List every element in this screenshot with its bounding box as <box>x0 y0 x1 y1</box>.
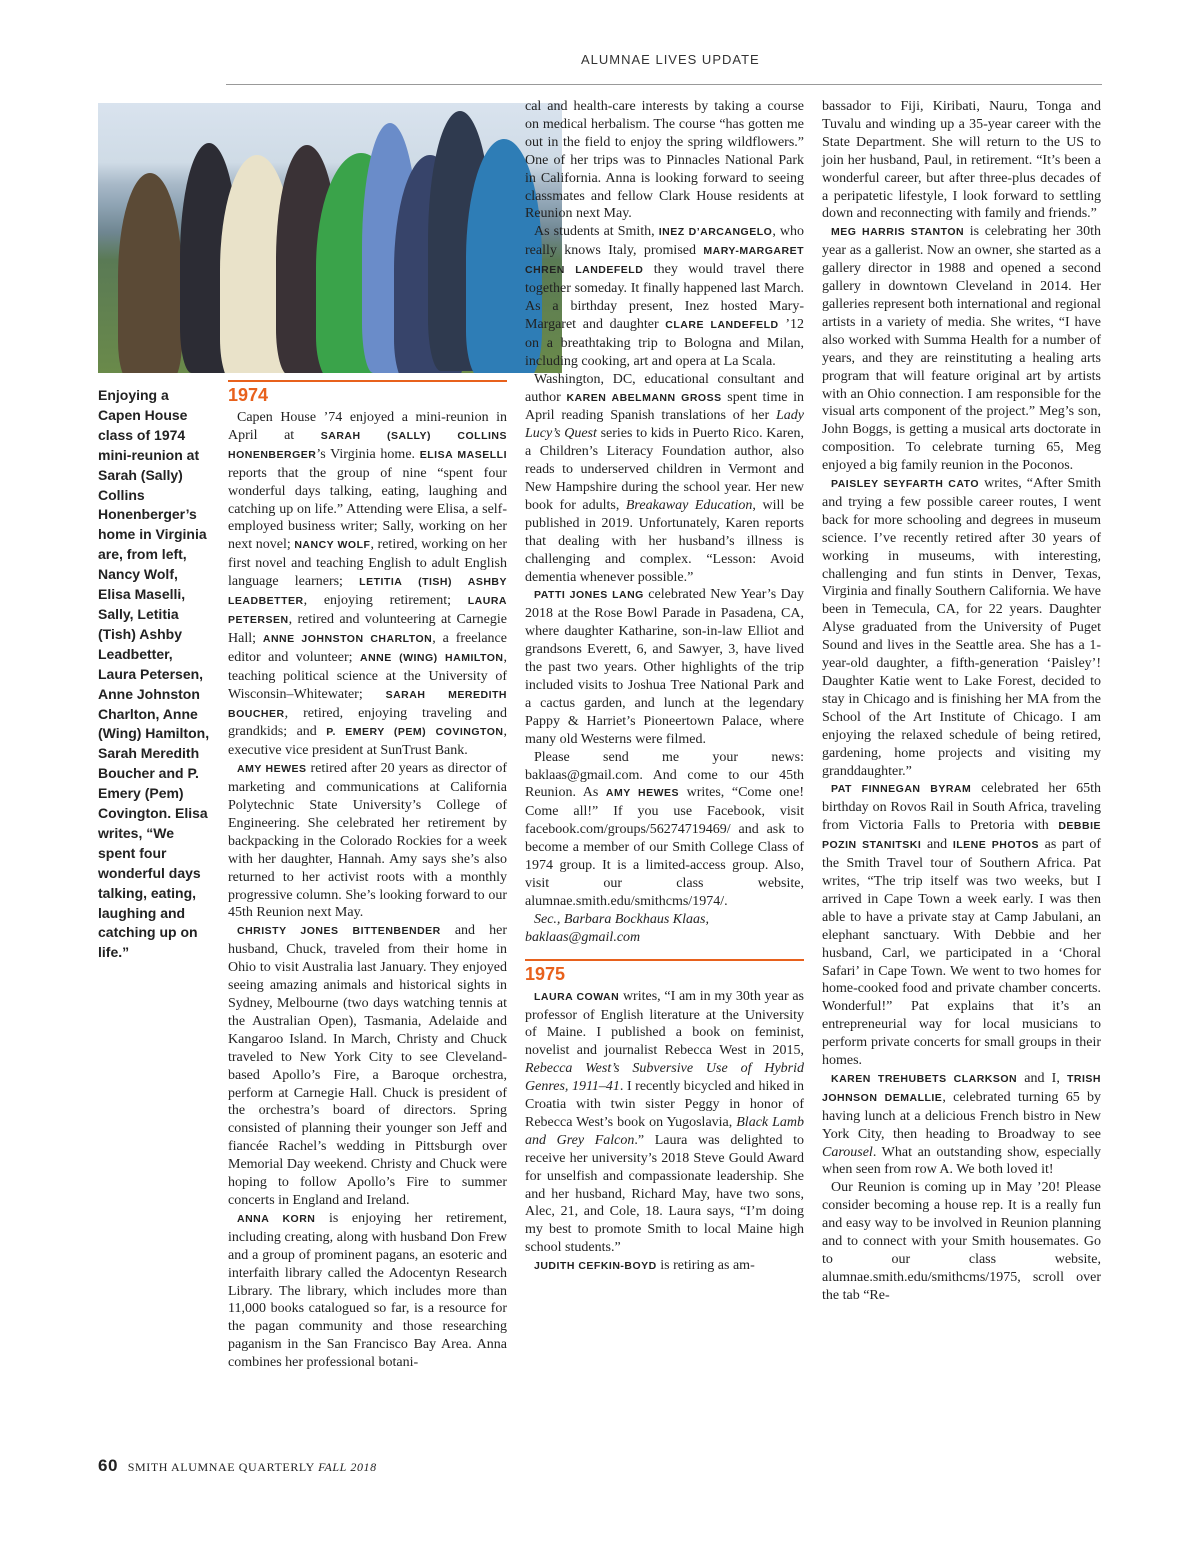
title-text: Carousel <box>822 1144 873 1160</box>
alumna-name: INEZ D’ARCANGELO <box>658 226 773 239</box>
body-text: cal and health-care interests by taking a course on medical herbalism. The course “has gotten me out in the field to enjoy the spring wildflowers.” One of her trips was to Pinnacles National Park in California. Anna is looking forward to seeing classmates and fellow Clark House residents at Reunion next May. <box>525 99 804 222</box>
alumna-name: SARAH (SALLY) COLLINS HONENBERGER <box>228 429 508 461</box>
body-text: , enjoying retirement; <box>303 593 468 609</box>
body-text: writes, “I am in my 30th year as professor of English literature at the University of Maine. I published a book on feminist, novelist and journalist Rebecca West in 2015, <box>525 988 804 1059</box>
photo-caption: Enjoying a Capen House class of 1974 mini-reunion at Sarah (Sally) Collins Honenberger’s home in Virginia are, from left, Nancy Wolf, Elisa Maselli, Sally, Letitia (Tish) Ashby Leadbetter, Laura Petersen, Anne Johnston Charlton, Anne (Wing) Hamilton, Sarah Meredith Boucher and P. Emery (Pem) Covington. Elisa writes, “We spent four wonderful days talking, eating, laughing and catching up on life.” <box>98 387 210 961</box>
body-text: Capen House ’74 enjoyed a mini-reunion in April at <box>228 410 507 443</box>
class-secretary-email: baklaas@gmail.com <box>525 929 641 945</box>
news-item <box>822 1070 1101 1179</box>
alumna-name: AMY HEWES <box>605 787 680 800</box>
news-item <box>822 1179 1101 1304</box>
page-footer <box>98 1456 377 1476</box>
body-text: , who really knows Italy, promised <box>525 224 804 259</box>
body-text: retired after 20 years as director of marketing and communications at California Polytechnic State University’s College of Engineering. She celebrated her retirement by backpacking in the Colorado Rockies for a week with her daughter, Hannah. Amy says she’s also returned to her activist roots with a monthly progressive column. She’s looking forward to our 45th Reunion next May. <box>228 761 507 921</box>
publication-name: SMITH ALUMNAE QUARTERLY <box>127 1460 315 1474</box>
alumna-name: KAREN TREHUBETS CLARKSON <box>831 1072 1018 1085</box>
news-item <box>525 223 804 370</box>
title-text: Breakaway Education <box>625 497 753 513</box>
body-text: , retired and volunteering at Carnegie Hall; <box>228 611 507 646</box>
title-text: Lady Lucy’s Quest <box>525 408 804 442</box>
alumna-name: PATTI JONES LANG <box>534 589 644 602</box>
alumna-name: SARAH MEREDITH BOUCHER <box>228 688 507 720</box>
alumna-name: ILENE PHOTOS <box>952 839 1039 852</box>
body-text: , retired, working on her first novel and teaching English to adult English language learners; <box>228 537 507 590</box>
news-item <box>525 749 804 911</box>
body-text: , retired, enjoying traveling and grandkids; and <box>228 705 507 740</box>
section-header <box>226 44 1102 85</box>
title-text: Rebecca West’s Subversive Use of Hybrid Genres, 1911–41 <box>525 1061 804 1095</box>
news-item <box>525 98 804 223</box>
body-text: .” Laura was delighted to receive her university’s 2018 Steve Gould Award for unselfish and compassionate leadership. She and her husband, Richard May, have two sons, Alec, 21, and Cole, 18. Laura says, “I’m doing my best to promote Smith to local Maine high school students.” <box>525 1132 804 1256</box>
alumna-name: P. EMERY (PEM) COVINGTON <box>326 726 504 739</box>
alumna-name: ELISA MASELLI <box>419 448 507 461</box>
body-text: Please send me your news: baklaas@gmail.com. And come to our 45th Reunion. As <box>525 749 804 801</box>
body-text: and <box>921 837 953 853</box>
class-year-1974: 1974 <box>228 380 507 405</box>
alumna-name: ANNE JOHNSTON CHARLTON <box>262 632 433 645</box>
body-text: is enjoying her retirement, including creating, along with husband Don Frew and a group of prominent pagans, an esoteric and interfaith library called the Adocentyn Research Library. The library, which includes more than 11,000 books catalogued so far, is a resource for the pagan community and those researching paganism in the San Francisco Bay Area. Anna combines her professional botani- <box>228 1210 507 1371</box>
body-text: . What an outstanding show, especially when seen from row A. We both loved it! <box>822 1144 1101 1178</box>
news-item <box>228 409 507 760</box>
body-text: series to kids in Puerto Rico. Karen, a Children’s Literacy Foundation author, also reads to underserved children in Vermont and New Hampshire during the school year. Her new book for adults, <box>525 426 804 513</box>
body-text: is celebrating her 30th year as a gallerist. Now an owner, she started as a gallery director in 1988 and opened a second gallery in downtown Cleveland in 2014. Her galleries represent both international and regional artists in a variety of media. She writes, “I have also worked with Summa Health for a number of years, and they are reinstituting a healing arts program that will feature original art by artists with an Ohio connection. I am responsible for the visual arts component of the project.” Meg’s son, John Boggs, is getting a musical arts doctorate in composition. To celebrate turning 65, Meg enjoyed a big family reunion in the Poconos. <box>822 224 1101 474</box>
body-text: celebrated her 65th birthday on Rovos Rail in South Africa, traveling from Victoria Falls to Pretoria with <box>822 781 1102 834</box>
news-item <box>228 1210 507 1372</box>
body-text: ’12 on a breathtaking trip to Bologna and Milan, including cooking, art and opera at La Scala. <box>525 316 804 369</box>
alumna-name: CHRISTY JONES BITTENBENDER <box>237 925 441 938</box>
body-text: and her husband, Chuck, traveled from their home in Ohio to visit Australia last January. They enjoyed seeing amazing animals and historical sights in Sydney, Melbourne (two days watching tennis at the Australian Open), Tasmania, Adelaide and Kangaroo Island. In March, Christy and Chuck traveled to New York City to see Cleveland-based Apollo’s Fire, a Baroque orchestra, perform at Carnegie Hall. Chuck is president of the orchestra’s board of directors. Spring consisted of planning their younger son Jeff and fiancée Rachel’s wedding in Pittsburgh over Memorial Day weekend. Christy and Chuck were hoping to follow Apollo’s Fire to summer concerts in England and Ireland. <box>228 923 507 1208</box>
alumna-name: ANNA KORN <box>237 1212 316 1225</box>
column-1 <box>228 380 507 1372</box>
news-item <box>525 1257 804 1276</box>
class-secretary-name: Sec., Barbara Bockhaus Klaas, <box>534 911 709 927</box>
body-text: , will be published in 2019. Unfortunately, Karen reports that dealing with her husband’s illness is challenging and complex. “Lesson: Avoid dementia whenever possible.” <box>525 497 804 585</box>
alumna-name: LAURA COWAN <box>534 990 620 1003</box>
news-item <box>228 922 507 1210</box>
news-item <box>228 760 507 922</box>
body-text: As students at Smith, <box>534 224 659 240</box>
alumna-name: PAT FINNEGAN BYRAM <box>831 783 972 796</box>
body-text: ’s Virginia home. <box>316 446 420 462</box>
alumna-name: CLARE LANDEFELD <box>665 318 779 331</box>
body-text: Our Reunion is coming up in May ’20! Please consider becoming a house rep. It is a really fun and easy way to be involved in Reunion planning and to connect with your Smith housemates. Go to our class website, alumnae.smith.edu/smithcms/1975, scroll over the tab “Re- <box>822 1180 1101 1303</box>
alumna-name: ANNE (WING) HAMILTON <box>359 651 504 664</box>
body-text: Washington, DC, educational consultant and author <box>525 371 804 405</box>
alumna-name: JUDITH CEFKIN-BOYD <box>534 1260 657 1273</box>
page-number: 60 <box>98 1456 119 1475</box>
alumna-name: MARY-MARGARET CHREN LANDEFELD <box>525 245 804 277</box>
news-item <box>822 475 1101 780</box>
alumna-name: NANCY WOLF <box>294 539 371 552</box>
section-title: ALUMNAE LIVES UPDATE <box>581 52 760 67</box>
issue-date: FALL 2018 <box>318 1460 377 1474</box>
alumna-name: LAURA PETERSEN <box>228 595 507 626</box>
alumna-name: TRISH JOHNSON DEMALLIE <box>822 1072 1101 1104</box>
body-text: , teaching political science at the University of Wisconsin–Whitewater; <box>228 649 507 702</box>
news-item <box>525 988 804 1258</box>
body-text: they would travel there together someday. It finally happened last March. As a birthday present, Inez hosted Mary-Margaret and daughter <box>525 262 804 332</box>
column-2 <box>525 98 804 1276</box>
alumna-name: MEG HARRIS STANTON <box>831 226 965 239</box>
body-text: , celebrated turning 65 by having lunch at a delicious French bistro in New York City, then heading to Broadway to see <box>822 1089 1102 1142</box>
body-text: . I recently bicycled and hiked in Croatia with twin sister Peggy in honor of Rebecca West’s book on Yugoslavia, <box>525 1079 804 1130</box>
alumna-name: DEBBIE POZIN STANITSKI <box>822 820 1101 852</box>
alumna-name: LETITIA (TISH) ASHBY LEADBETTER <box>228 576 507 608</box>
news-item <box>822 223 1101 475</box>
title-text: Black Lamb and Grey Falcon <box>525 1114 804 1148</box>
body-text: reports that the group of nine “spent four wonderful days talking, eating, laughing and catching up on life.” Attending were Elisa, a self-employed business writer; Sally, working on her next novel; <box>228 465 507 553</box>
body-text: writes, “Come one! Come all!” If you use Facebook, visit facebook.com/groups/56274719469/ and ask to become a member of our Smith College Class of 1974 group. It is a limited-access group. Also, visit our class website, alumnae.smith.edu/smithcms/1974/. <box>525 785 804 909</box>
body-text: bassador to Fiji, Kiribati, Nauru, Tonga and Tuvalu and winding up a 35-year career with the State Department. She will return to the US to join her husband, Paul, in retirement. “It’s been a wonderful career, but after three-plus decades of a peripatetic lifestyle, I look forward to settling down and reconnecting with family and friends.” <box>822 99 1101 222</box>
body-text: writes, “After Smith and trying a few possible career routes, I went back for more schooling and degrees in museum science. I’ve recently retired after 30 years of working in museums, with interesting, challenging and fun stints in Denver, Texas, Virginia and finally Southern California. We have been in Temecula, CA, for 22 years. Daughter Alyse graduated from the University of Puget Sound and lives in the Seattle area. She has a 1-year-old daughter, a fifth-generation ‘Paisley’! Daughter Katie went to Lake Forest, decided to stay in Chicago and is finishing her MA from the School of the Art Institute of Chicago. I am enjoying the relaxed schedule of being retired, gardening, home projects and visiting my granddaughter.” <box>822 476 1101 779</box>
news-item <box>822 98 1101 223</box>
body-text: spent time in April reading Spanish translations of her <box>525 389 804 424</box>
alumna-name: KAREN ABELMANN GROSS <box>566 391 722 404</box>
body-text: as part of the Smith Travel tour of Southern Africa. Pat writes, “The trip itself was two weeks, but I arrived in Cape Town a week early. I was then able to have a private stay at Camp Jabulani, an elephant sanctuary. With Debbie and her husband, Carl, we participated in a ‘Choral Safari’ in Cape Town. We went to two homes for home-cooked food and private chamber concerts. Wonderful!” Pat explains that it’s an entrepreneurial way for local musicians to perform private concerts for small groups in their homes. <box>822 837 1101 1069</box>
news-item <box>822 780 1101 1070</box>
body-text: , executive vice president at SunTrust Bank. <box>228 724 507 759</box>
body-text: and I, <box>1017 1070 1067 1086</box>
news-item <box>525 586 804 748</box>
alumna-name: PAISLEY SEYFARTH CATO <box>831 478 980 491</box>
news-item <box>525 371 804 587</box>
group-photo <box>98 103 562 373</box>
body-text: , a freelance editor and volunteer; <box>228 630 507 665</box>
column-3 <box>822 98 1101 1305</box>
class-year-1975: 1975 <box>525 959 804 984</box>
alumna-name: AMY HEWES <box>237 763 307 776</box>
body-text: is retiring as am- <box>656 1258 755 1274</box>
body-text: celebrated New Year’s Day 2018 at the Rose Bowl Parade in Pasadena, CA, where daughter Katharine, son-in-law Elliot and grandsons Everett, 6, and Sawyer, 3, have lived the past two years. Other highlights of the trip included visits to Joshua Tree National Park and a cactus garden, and lunch at the legendary Pappy & Harriet’s Pioneertown Palace, where many old Westerns were filmed. <box>525 587 805 747</box>
